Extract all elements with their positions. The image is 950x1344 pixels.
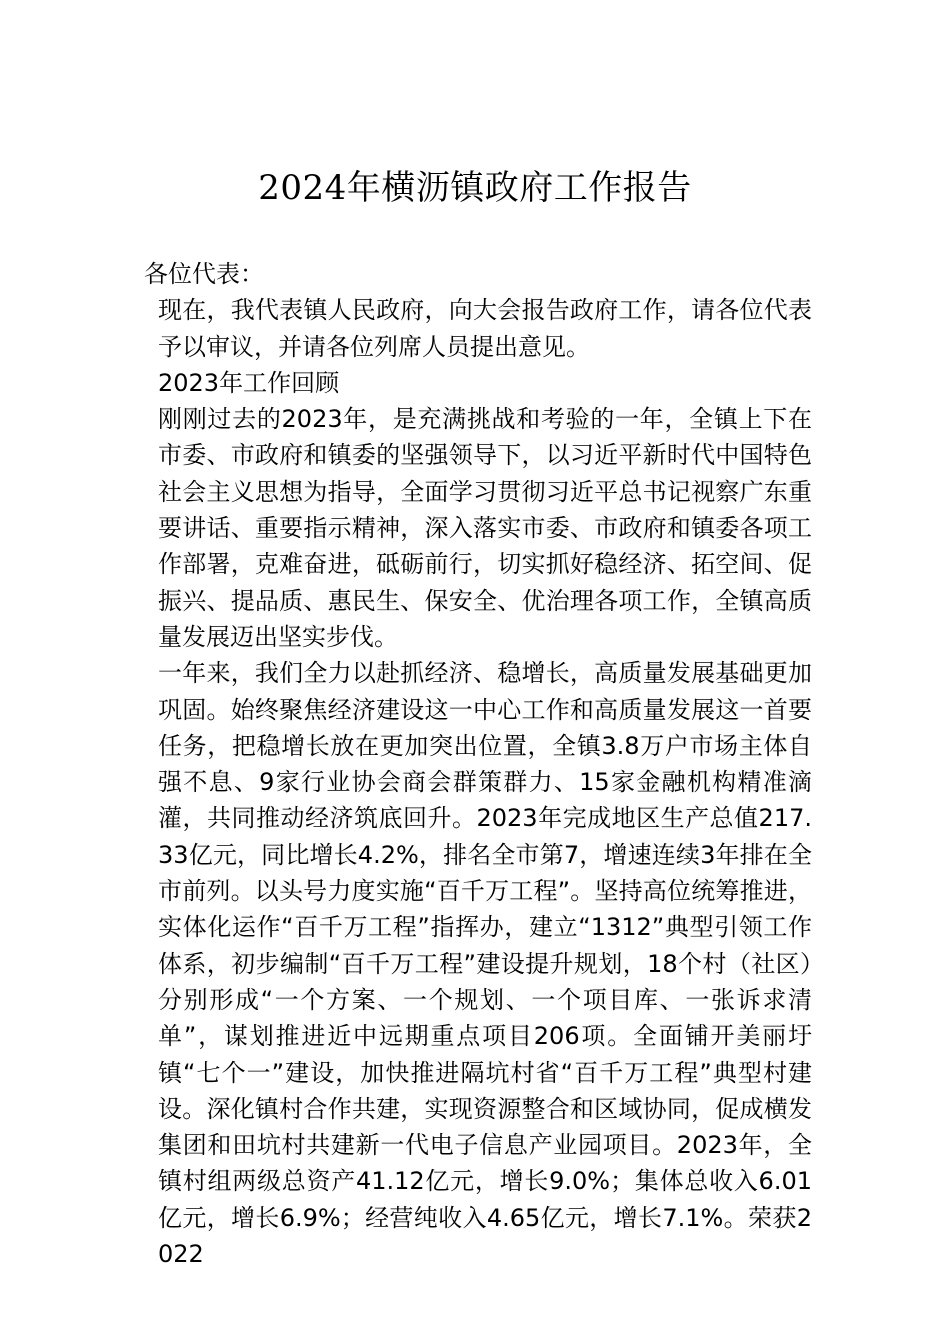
paragraph-opening: 现在，我代表镇人民政府，向大会报告政府工作，请各位代表予以审议，并请各位列席人员提出意见。 <box>158 296 812 361</box>
document-title: 2024年横沥镇政府工作报告 <box>258 168 692 208</box>
section-heading: 2023年工作回顾 <box>158 368 340 397</box>
paragraph-review: 刚刚过去的2023年，是充满挑战和考验的一年，全镇上下在市委、市政府和镇委的坚强领导下，以习近平新时代中国特色社会主义思想为指导，全面学习贯彻习近平总书记视察广东重要讲话、重要指示精神，深入落实市委、市政府和镇委各项工作部署，克难奋进，砥砺前行，切实抓好稳经济、拓空间、促振兴、提品质、惠民生、保安全、优治理各项工作，全镇高质量发展迈出坚实步伐。 <box>158 405 812 651</box>
salutation: 各位代表： <box>144 260 264 288</box>
paragraph-economy: 一年来，我们全力以赴抓经济、稳增长，高质量发展基础更加巩固。始终聚焦经济建设这一中心工作和高质量发展这一首要任务，把稳增长放在更加突出位置，全镇3.8万户市场主体自强不息、9家行业协会商会群策群力、15家金融机构精准滴灌，共同推动经济筑底回升。2023年完成地区生产总值217.33亿元，同比增长4.2%，排名全市第7，增速连续3年排在全市前列。以头号力度实施“百千万工程”。坚持高位统筹推进，实体化运作“百千万工程”指挥办，建立“1312”典型引领工作体系，初步编制“百千万工程”建设提升规划，18个村（社区）分别形成“一个方案、一个规划、一个项目库、一张诉求清单”，谋划推进近中远期重点项目206项。全面铺开美丽圩镇“七个一”建设，加快推进隔坑村省“百千万工程”典型村建设。深化镇村合作共建，实现资源整合和区域协同，促成横发集团和田坑村共建新一代电子信息产业园项目。2023年，全镇村组两级总资产41.12亿元，增长9.0%；集体总收入6.01亿元，增长6.9%；经营纯收入4.65亿元，增长7.1%。荣获2022 <box>158 659 812 1269</box>
document-body <box>144 256 812 1272</box>
